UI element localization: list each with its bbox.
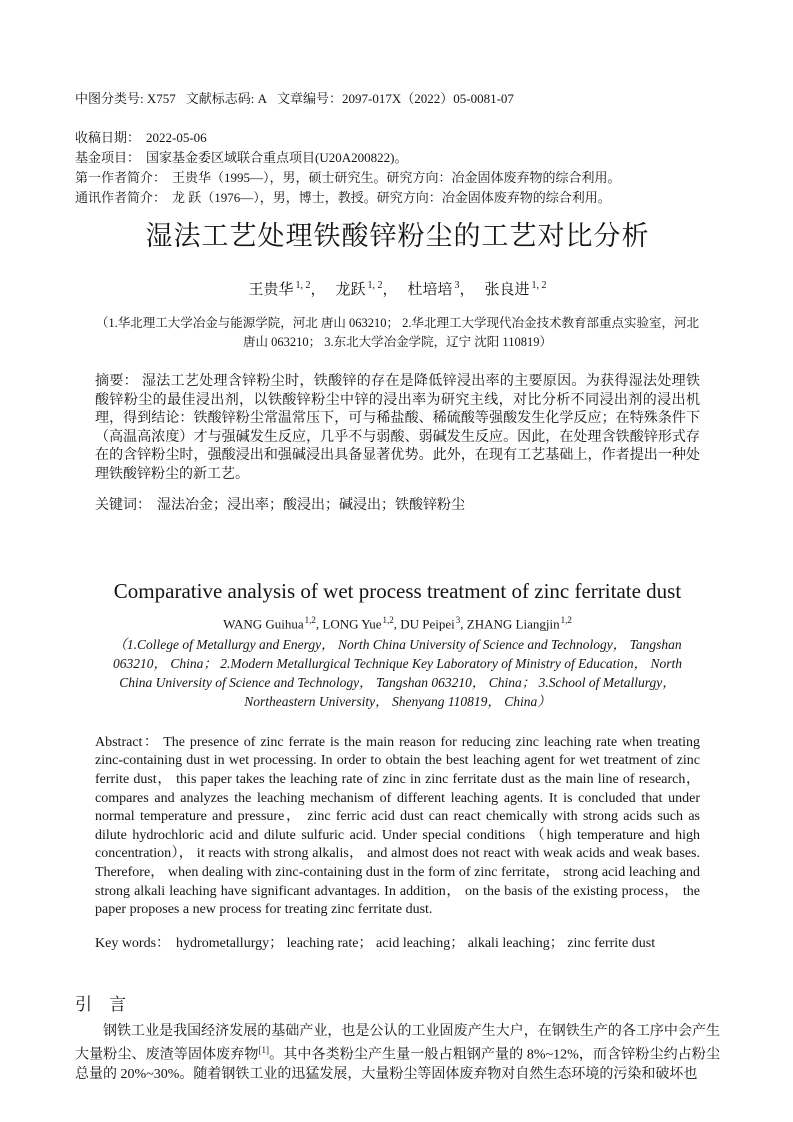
received-date-value: 2022-05-06	[146, 130, 207, 145]
abstract-label-cn: 摘要：	[95, 374, 138, 389]
first-author-bio-label: 第一作者简介：	[75, 170, 167, 185]
corresponding-author-bio-value: 龙 跃（1976—），男，博士，教授。研究方向：冶金固体废弃物的综合利用。	[172, 190, 611, 205]
author-separator: ，	[382, 282, 398, 298]
reference-citation-superscript: [1]	[258, 1045, 270, 1056]
author-separator: ，	[459, 282, 475, 298]
keywords-label-en: Key words：	[95, 935, 171, 951]
abstract-text-en: The presence of zinc ferrate is the main reason for reducing zinc leaching rate when treating zinc-containing dust in wet processing. In order to obtain the best leaching agent for wet treatment of zinc ferrite dust， this paper takes the leaching rate of zinc in zinc ferritate dust as the main line of research， compares and analyzes the leaching mechanism of different leaching agents. It is concluded that under normal temperature and pressure， zinc ferric acid dust can react chemically with strong acids such as dilute hydrochloric acid and dilute sulfuric acid. Under special conditions （high temperature and high concentration）， it reacts with strong alkalis， and almost does not react with weak acids and weak bases. Therefore， when dealing with zinc-containing dust in the form of zinc ferritate， strong acid leaching and strong alkali leaching have significant advantages. In addition， on the basis of the existing process， the paper proposes a new process for treating zinc ferritate dust.	[95, 734, 700, 918]
keywords-text-en: hydrometallurgy； leaching rate； acid leaching； alkali leaching； zinc ferrite dust	[176, 935, 656, 951]
author-name: 王贵华	[248, 282, 294, 298]
abstract-en	[95, 734, 700, 920]
author-name: LONG Yue	[322, 615, 382, 631]
paper-info-block	[75, 128, 720, 208]
fund-project-label: 基金项目：	[75, 150, 141, 165]
author-affiliation-superscript: 1,2	[560, 614, 572, 625]
author-affiliation-superscript: 1, 2	[367, 280, 383, 291]
author-line-en	[75, 615, 720, 632]
paper-title-en: Comparative analysis of wet process treatment of zinc ferritate dust	[113, 578, 682, 603]
author-affiliation-superscript: 1, 2	[531, 280, 547, 291]
affiliations-cn: （1.华北理工大学冶金与能源学院，河北 唐山 063210； 2.华北理工大学现代冶金技术教育部重点实验室，河北 唐山 063210； 3.东北大学冶金学院，辽宁 沈阳 110819）	[95, 316, 700, 349]
affiliations-en: （1.College of Metallurgy and Energy， North China University of Science and Technology， Tangshan 063210， China； 2.Modern Metallurgical Technique Key Laboratory of Ministry of Education， North China University of Science and Technology， Tangshan 063210， China； 3.School of Metallurgy， Northeastern University， Shenyang 110819， China）	[113, 636, 682, 709]
fund-project-value: 国家基金委区域联合重点项目(U20A200822)。	[146, 150, 408, 165]
author-affiliation-superscript: 3	[454, 280, 460, 291]
fund-project-line	[75, 148, 720, 168]
received-date-line	[75, 128, 720, 148]
author-separator: ,	[393, 615, 401, 631]
document-code: 文献标志码: A	[185, 91, 268, 106]
keywords-cn	[95, 497, 700, 515]
keywords-text-cn: 湿法冶金；浸出率；酸浸出；碱浸出；铁酸锌粉尘	[157, 497, 465, 513]
author-affiliation-superscript: 1,2	[304, 614, 316, 625]
author-name: ZHANG Liangjin	[466, 615, 560, 631]
received-date-label: 收稿日期：	[75, 130, 141, 145]
keywords-label-cn: 关键词：	[95, 497, 151, 513]
article-number: 文章编号：2097-017X（2022）05-0081-07	[277, 91, 514, 106]
introduction-text: 。其中各类粉尘产生量一般占粗钢产量的 8%~12%，而含锌粉尘约占粉尘总量的 20%~30%。随着钢铁工业的迅猛发展，大量粉尘等固体废弃物对自然生态环境的污染和破坏也	[75, 1047, 720, 1083]
author-separator: ,	[315, 615, 323, 631]
author-name: 杜培培	[407, 282, 453, 298]
author-affiliation-superscript: 3	[455, 614, 461, 625]
introduction-text: 钢铁工业是我国经济发展的基础产业，也是公认的工业固废产生大户，在钢铁生产的各工序中会产生大量粉尘、废渣等固体废弃物	[75, 1023, 720, 1063]
introduction-paragraph	[75, 1022, 720, 1085]
author-name: 龙跃	[335, 282, 366, 298]
abstract-text-cn: 湿法工艺处理含锌粉尘时，铁酸锌的存在是降低锌浸出率的主要原因。为获得湿法处理铁酸锌粉尘的最佳浸出剂，以铁酸锌粉尘中锌的浸出率为研究主线，对比分析不同浸出剂的浸出机理，得到结论：铁酸锌粉尘常温常压下，可与稀盐酸、稀硫酸等强酸发生化学反应；在特殊条件下（高温高浓度）才与强碱发生反应，几乎不与弱酸、弱碱发生反应。因此，在处理含铁酸锌形式存在的含锌粉尘时，强酸浸出和强碱浸出具备显著优势。此外，在现有工艺基础上，作者提出一种处理铁酸锌粉尘的新工艺。	[95, 374, 700, 482]
author-name: WANG Guihua	[223, 615, 304, 631]
author-separator: ,	[460, 615, 467, 631]
paper-title-cn: 湿法工艺处理铁酸锌粉尘的工艺对比分析	[145, 221, 650, 251]
introduction-heading: 引 言	[75, 994, 126, 1014]
classification-line	[75, 90, 720, 107]
corresponding-author-bio-label: 通讯作者简介：	[75, 190, 167, 205]
clc-number: 中图分类号: X757	[75, 91, 176, 106]
author-name: DU Peipei	[400, 615, 455, 631]
author-separator: ，	[310, 282, 326, 298]
keywords-en	[95, 935, 700, 953]
corresponding-author-bio-line	[75, 188, 720, 208]
abstract-cn	[95, 373, 700, 485]
author-affiliation-superscript: 1,2	[382, 614, 394, 625]
first-author-bio-value: 王贵华（1995—），男，硕士研究生。研究方向：冶金固体废弃物的综合利用。	[172, 170, 621, 185]
author-line-cn	[75, 278, 720, 299]
author-affiliation-superscript: 1, 2	[295, 280, 311, 291]
author-name: 张良进	[484, 282, 530, 298]
first-author-bio-line	[75, 168, 720, 188]
abstract-label-en: Abstract：	[95, 734, 160, 750]
